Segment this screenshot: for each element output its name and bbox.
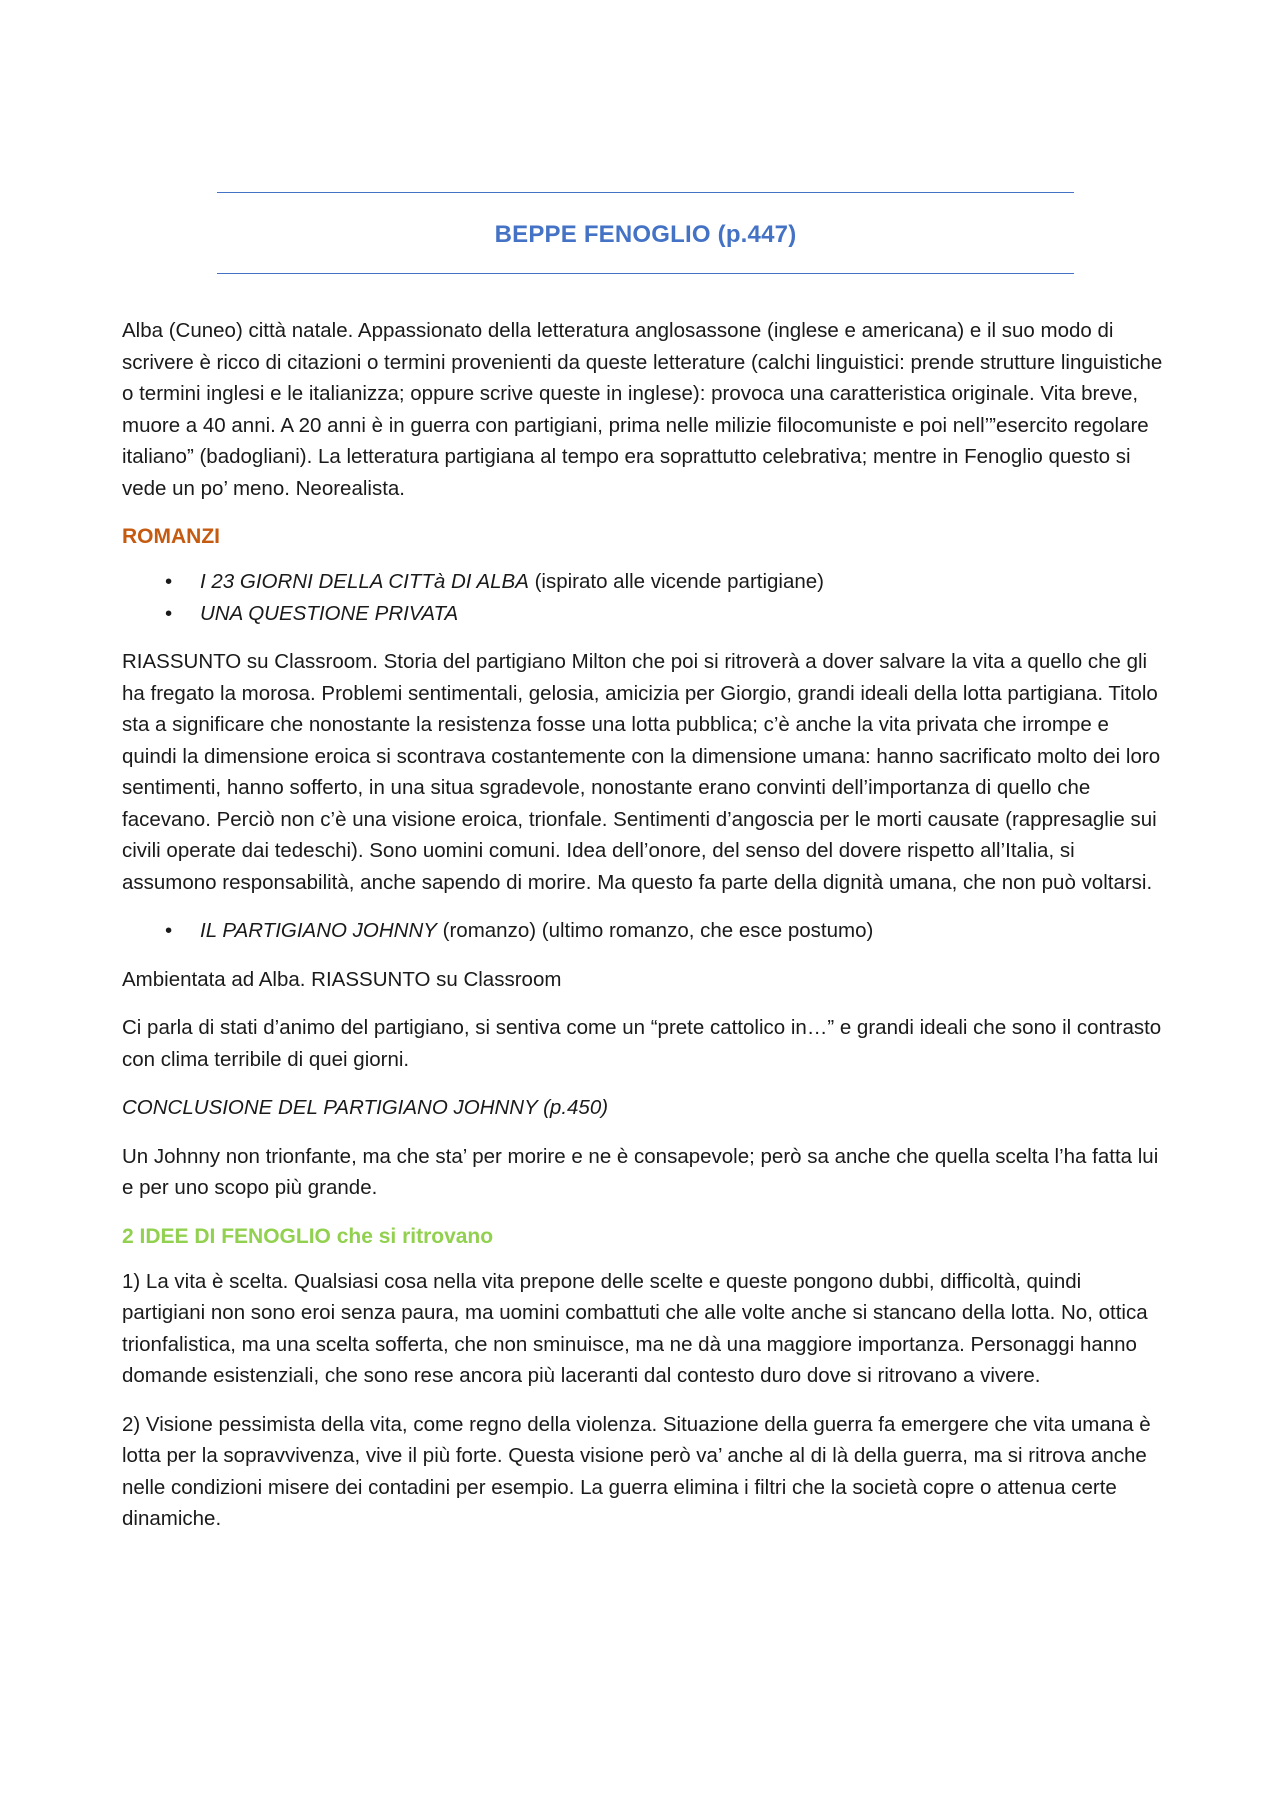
novel-list-2 [122, 915, 1168, 947]
ambientata-paragraph: Ambientata ad Alba. RIASSUNTO su Classroom [122, 967, 562, 991]
novel-note: (romanzo) (ultimo romanzo, che esce postumo) [436, 919, 874, 942]
conclusione-paragraph: Un Johnny non trionfante, ma che sta’ per morire e ne è consapevole; però sa anche che quella scelta l’ha fatta lui e per uno scopo più grande. [122, 1144, 1159, 1199]
title-bottom-rule [217, 273, 1074, 274]
page-title: BEPPE FENOGLIO (p.447) [494, 221, 797, 248]
novel-note: (ispirato alle vicende partigiane) [528, 570, 825, 593]
novel-title: IL PARTIGIANO JOHNNY [200, 919, 437, 942]
bullet-icon: • [165, 919, 173, 942]
intro-paragraph: Alba (Cuneo) città natale. Appassionato della letteratura anglosassone (inglese e americana) e il suo modo di scrivere è ricco di citazioni o termini provenienti da queste letterature (calchi linguistici: prende strutture linguistiche o termini inglesi e le italianizza; oppure scrive queste in inglese): provoca una caratteristica originale. Vita breve, muore a 40 anni. A 20 anni è in guerra con partigiani, prima nelle milizie filocomuniste e poi nell’”esercito regolare italiano” (badogliani). La letteratura partigiana al tempo era soprattutto celebrativa; mentre in Fenoglio questo si vede un po’ meno. Neorealista. [122, 319, 1163, 500]
novel-title: UNA QUESTIONE PRIVATA [200, 601, 459, 625]
title-block [217, 192, 1074, 274]
document-body [122, 315, 1168, 1552]
list-item [122, 915, 1168, 947]
idea-1-paragraph: 1) La vita è scelta. Qualsiasi cosa nella vita prepone delle scelte e queste pongono dubbi, difficoltà, quindi partigiani non sono eroi senza paura, ma uomini combattuti che alle volte anche si stancano della lotta. No, ottica trionfalistica, ma una scelta sofferta, che non sminuisce, ma ne dà una maggiore importanza. Personaggi hanno domande esistenziali, che sono rese ancora più laceranti dal contesto duro dove si ritrovano a vivere. [122, 1269, 1148, 1387]
bullet-icon: • [165, 601, 173, 625]
section-heading-romanzi: ROMANZI [122, 525, 220, 548]
novel-list-1 [122, 566, 1168, 629]
idea-2-paragraph: 2) Visione pessimista della vita, come regno della violenza. Situazione della guerra fa emergere che vita umana è lotta per la sopravvivenza, vive il più forte. Questa visione però va’ anche al di là della guerra, ma si ritrova anche nelle condizioni misere dei contadini per esempio. La guerra elimina i filtri che la società copre o attenua certe dinamiche. [122, 1412, 1151, 1530]
conclusione-heading: CONCLUSIONE DEL PARTIGIANO JOHNNY (p.450) [122, 1096, 609, 1119]
novel-title: I 23 GIORNI DELLA CITTà DI ALBA [200, 570, 529, 593]
riassunto-paragraph: RIASSUNTO su Classroom. Storia del partigiano Milton che poi si ritroverà a dover salvare la vita a quello che gli ha fregato la morosa. Problemi sentimentali, gelosia, amicizia per Giorgio, grandi ideali della lotta partigiana. Titolo sta a significare che nonostante la resistenza fosse una lotta pubblica; c’è anche la vita privata che irrompe e quindi la dimensione eroica si scontrava costantemente con la dimensione umana: hanno sacrificato molto dei loro sentimenti, hanno sofferto, in una situa sgradevole, nonostante erano convinti dell’importanza di quello che facevano. Perciò non c’è una visione eroica, trionfale. Sentimenti d’angoscia per le morti causate (rappresaglie sui civili operate dai tedeschi). Sono uomini comuni. Idea dell’onore, del senso del dovere rispetto all’Italia, si assumono responsabilità, anche sapendo di morire. Ma questo fa parte della dignità umana, che non può voltarsi. [122, 650, 1161, 894]
stati-paragraph: Ci parla di stati d’animo del partigiano, si sentiva come un “prete cattolico in…” e grandi ideali che sono il contrasto con clima terribile di quei giorni. [122, 1016, 1162, 1071]
section-heading-idee: 2 IDEE DI FENOGLIO che si ritrovano [122, 1224, 494, 1248]
list-item [122, 598, 1168, 630]
bullet-icon: • [165, 570, 173, 593]
list-item [122, 566, 1168, 598]
title-top-rule [217, 192, 1074, 193]
